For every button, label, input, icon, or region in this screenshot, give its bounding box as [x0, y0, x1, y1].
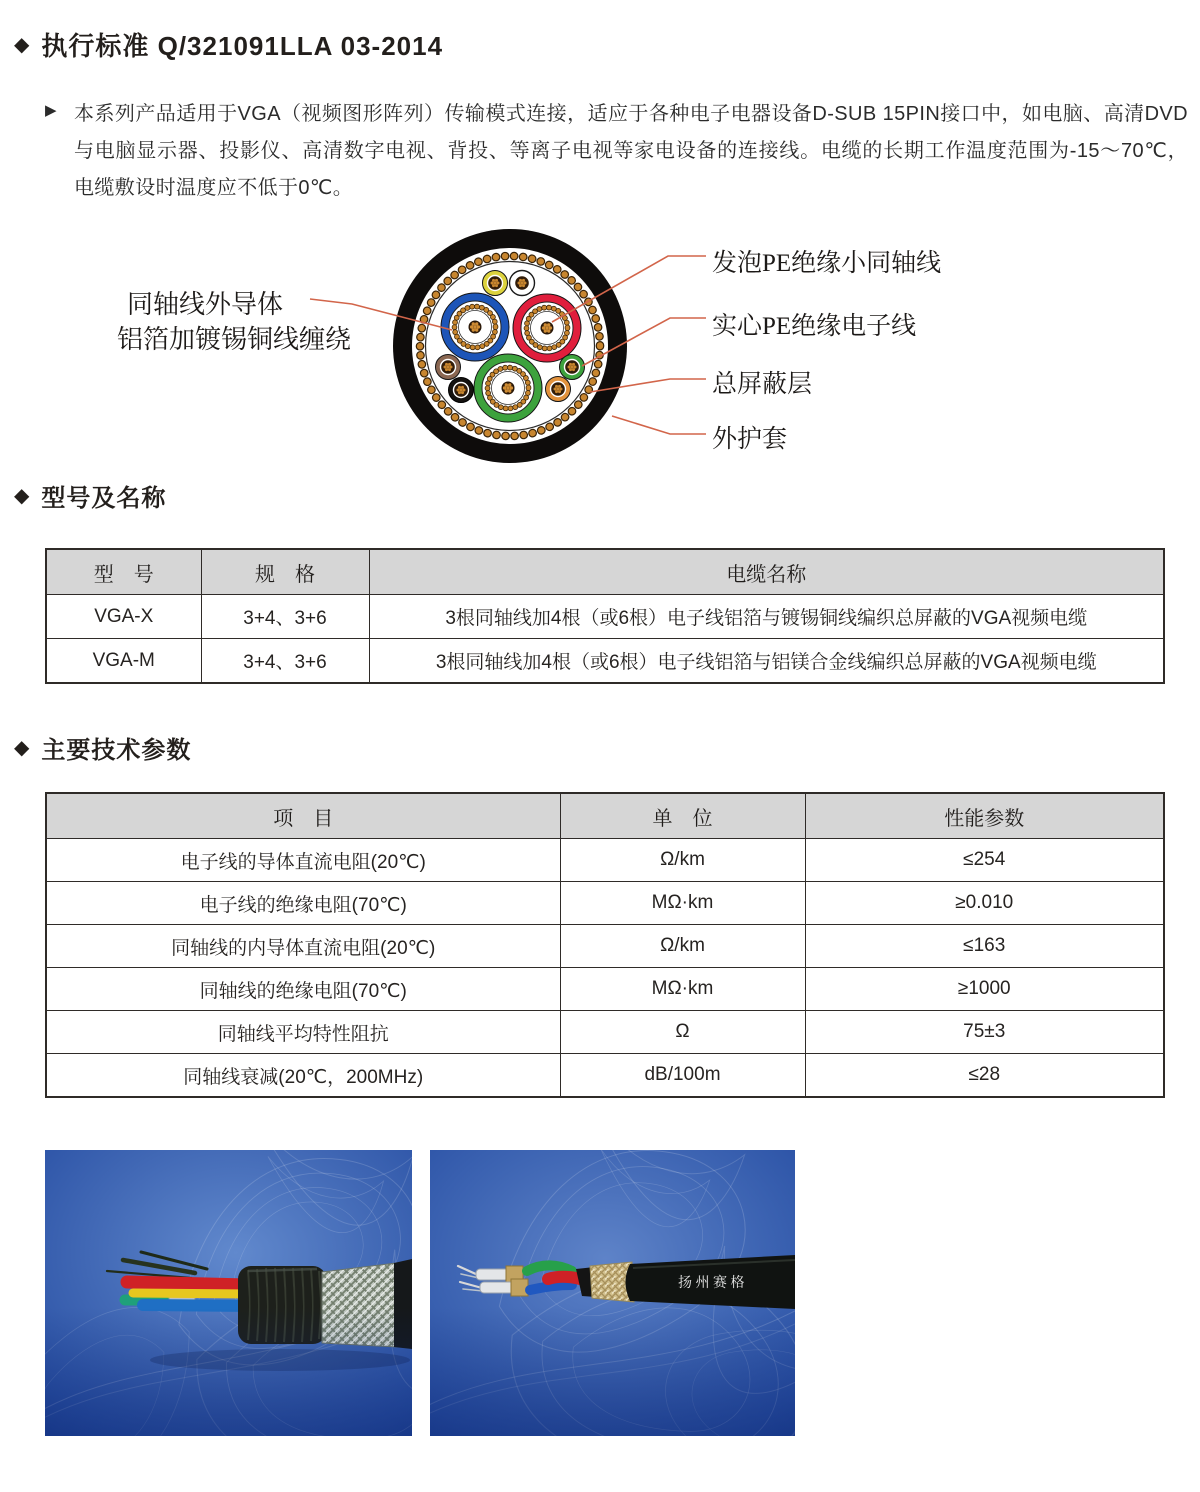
cell-value: ≤28 [805, 1054, 1164, 1098]
coax-blue [441, 293, 509, 361]
table-row [46, 1054, 1164, 1098]
label-overall-shield: 总屏蔽层 [712, 371, 813, 398]
label-coax-outer-conductor-line1: 同轴线外导体 [127, 290, 284, 319]
cell-value: ≤163 [805, 925, 1164, 968]
cell-model: VGA-X [46, 595, 201, 639]
col-header-cable-name: 电缆名称 [369, 549, 1164, 595]
table-row [46, 595, 1164, 639]
section-params-title-text: 主要技术参数 [41, 737, 192, 764]
cell-unit: Ω [560, 1011, 805, 1054]
cell-value: ≥1000 [805, 968, 1164, 1011]
cell-spec: 3+4、3+6 [201, 595, 369, 639]
page-title [14, 26, 443, 63]
col-header-unit: 单 位 [560, 793, 805, 839]
params-table [45, 792, 1165, 1098]
table-row [46, 925, 1164, 968]
cell-value: ≥0.010 [805, 882, 1164, 925]
wire-white [510, 271, 535, 296]
label-coax-outer-conductor-line2: 铝箔加镀锡铜线缠绕 [117, 325, 352, 354]
cell-item: 电子线的绝缘电阻(70℃) [46, 882, 560, 925]
table-row [46, 1011, 1164, 1054]
table-row [46, 839, 1164, 882]
wire-green [560, 355, 585, 380]
cell-item: 同轴线的绝缘电阻(70℃) [46, 968, 560, 1011]
section-model-title [14, 478, 166, 513]
cell-item: 同轴线的内导体直流电阻(20℃) [46, 925, 560, 968]
table-header-row [46, 793, 1164, 839]
model-table [45, 548, 1165, 684]
cell-unit: dB/100m [560, 1054, 805, 1098]
label-solid-pe-wire: 实心PE绝缘电子线 [712, 313, 917, 340]
wire-orange [546, 377, 571, 402]
cell-item: 同轴线衰减(20℃，200MHz) [46, 1054, 560, 1098]
cell-spec: 3+4、3+6 [201, 639, 369, 684]
triangle-bullet-icon: ▶ [45, 102, 57, 119]
cell-unit: MΩ·km [560, 882, 805, 925]
wire-brown [436, 355, 461, 380]
col-header-item: 项 目 [46, 793, 560, 839]
cell-unit: Ω/km [560, 839, 805, 882]
intro-paragraph: 本系列产品适用于VGA（视频图形阵列）传输模式连接，适应于各种电子电器设备D-SUB 15PIN接口中，如电脑、高清DVD与电脑显示器、投影仪、高清数字电视、背投、等离子电视等家电设备的连接线。电缆的长期工作温度范围为-15～70℃，电缆敷设时温度应不低于0℃。 [74, 103, 1188, 199]
table-row [46, 968, 1164, 1011]
diamond-icon: ◆ [14, 33, 30, 56]
diamond-icon: ◆ [14, 736, 30, 759]
cell-unit: MΩ·km [560, 968, 805, 1011]
page-title-text: 执行标准 Q/321091LLA 03-2014 [41, 31, 444, 61]
wire-yellow [483, 271, 508, 296]
label-outer-jacket: 外护套 [712, 426, 788, 453]
cell-value: ≤254 [805, 839, 1164, 882]
product-photo-cable-jacket [430, 1150, 795, 1436]
section-model-title-text: 型号及名称 [41, 485, 167, 512]
coax-green [474, 354, 542, 422]
cell-model: VGA-M [46, 639, 201, 684]
col-header-spec: 规 格 [201, 549, 369, 595]
col-header-model: 型 号 [46, 549, 201, 595]
wire-black [449, 378, 474, 403]
cell-cable-name: 3根同轴线加4根（或6根）电子线铝箔与镀锡铜线编织总屏蔽的VGA视频电缆 [369, 595, 1164, 639]
table-row [46, 882, 1164, 925]
col-header-value: 性能参数 [805, 793, 1164, 839]
label-foam-pe-coax: 发泡PE绝缘小同轴线 [712, 250, 942, 277]
cell-cable-name: 3根同轴线加4根（或6根）电子线铝箔与铝镁合金线编织总屏蔽的VGA视频电缆 [369, 639, 1164, 684]
diamond-icon: ◆ [14, 484, 30, 507]
cell-item: 电子线的导体直流电阻(20℃) [46, 839, 560, 882]
cell-unit: Ω/km [560, 925, 805, 968]
section-params-title [14, 730, 191, 765]
table-row [46, 639, 1164, 684]
product-photo-stripped-cable [45, 1150, 412, 1436]
cell-item: 同轴线平均特性阻抗 [46, 1011, 560, 1054]
cell-value: 75±3 [805, 1011, 1164, 1054]
table-header-row [46, 549, 1164, 595]
coax-red [513, 294, 581, 362]
